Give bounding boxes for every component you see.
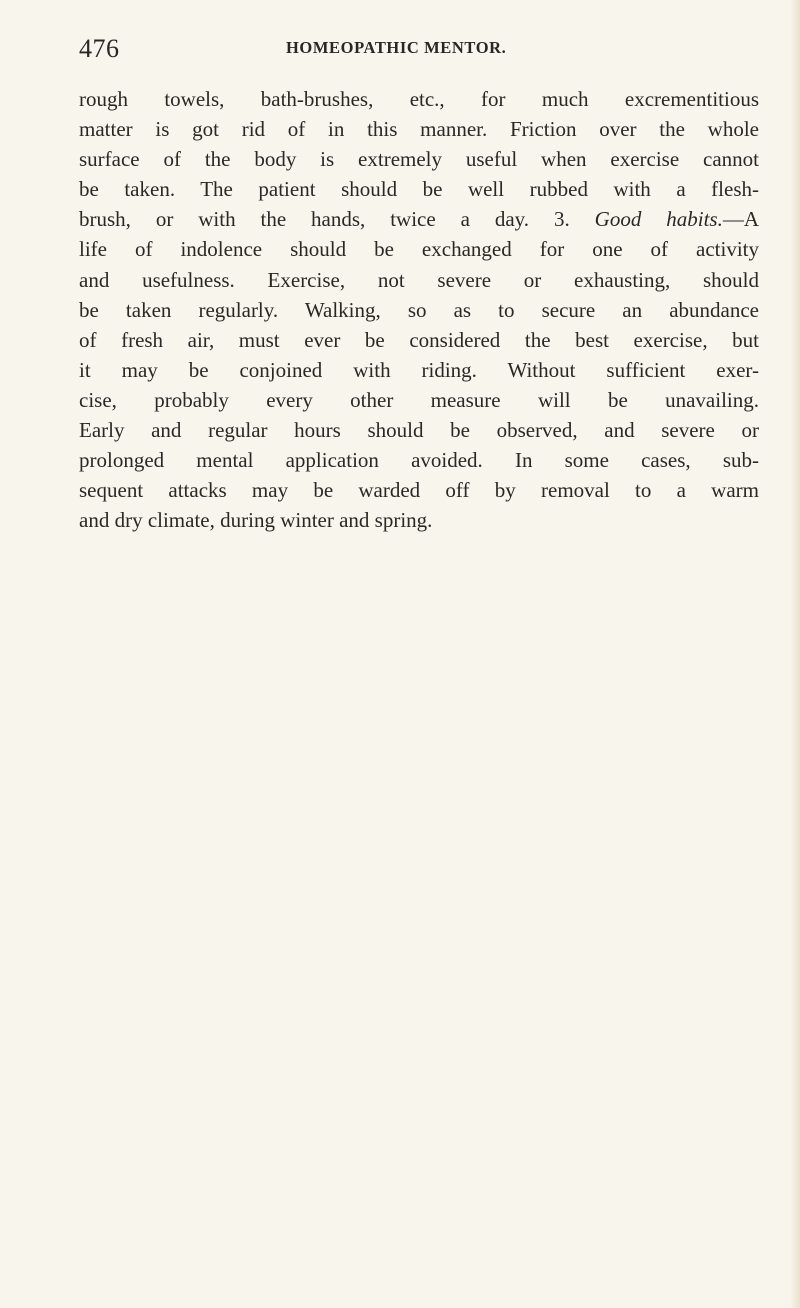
running-title: HOMEOPATHIC MENTOR.	[286, 38, 507, 57]
text-line-2: matter is got rid of in this manner. Friction over the whole	[79, 117, 759, 142]
body-paragraph	[79, 84, 759, 535]
text-line-7: and usefulness. Exercise, not severe or exhausting, should	[79, 267, 759, 292]
text-line-13: prolonged mental application avoided. In some cases, sub-	[79, 448, 759, 473]
page-edge-shadow	[790, 0, 800, 1308]
text-line-14: sequent attacks may be warded off by removal to a warm	[79, 478, 759, 503]
text-line-12: Early and regular hours should be observed, and severe or	[79, 418, 759, 443]
text-line-3: surface of the body is extremely useful when exercise cannot	[79, 147, 759, 172]
text-line-4: be taken. The patient should be well rubbed with a flesh-	[79, 177, 759, 202]
text-line-5	[79, 204, 759, 234]
page-number: 476	[79, 34, 120, 63]
text-line-1: rough towels, bath-brushes, etc., for much excrementitious	[79, 87, 759, 111]
text-line-5-start: brush, or with the hands, twice a day. 3.	[79, 207, 570, 232]
text-line-6: life of indolence should be exchanged for one of activity	[79, 237, 759, 262]
text-line-15: and dry climate, during winter and spring.	[79, 508, 433, 533]
text-line-11: cise, probably every other measure will be unavailing.	[79, 387, 759, 412]
running-header	[79, 34, 719, 74]
text-line-9: of fresh air, must ever be considered the best exercise, but	[79, 327, 759, 352]
section-heading-good-habits: Good habits.	[594, 207, 723, 232]
text-line-10: it may be conjoined with riding. Without sufficient exer-	[79, 357, 759, 382]
text-line-5-tail: —A	[722, 207, 760, 232]
text-line-8: be taken regularly. Walking, so as to secure an abundance	[79, 297, 759, 322]
